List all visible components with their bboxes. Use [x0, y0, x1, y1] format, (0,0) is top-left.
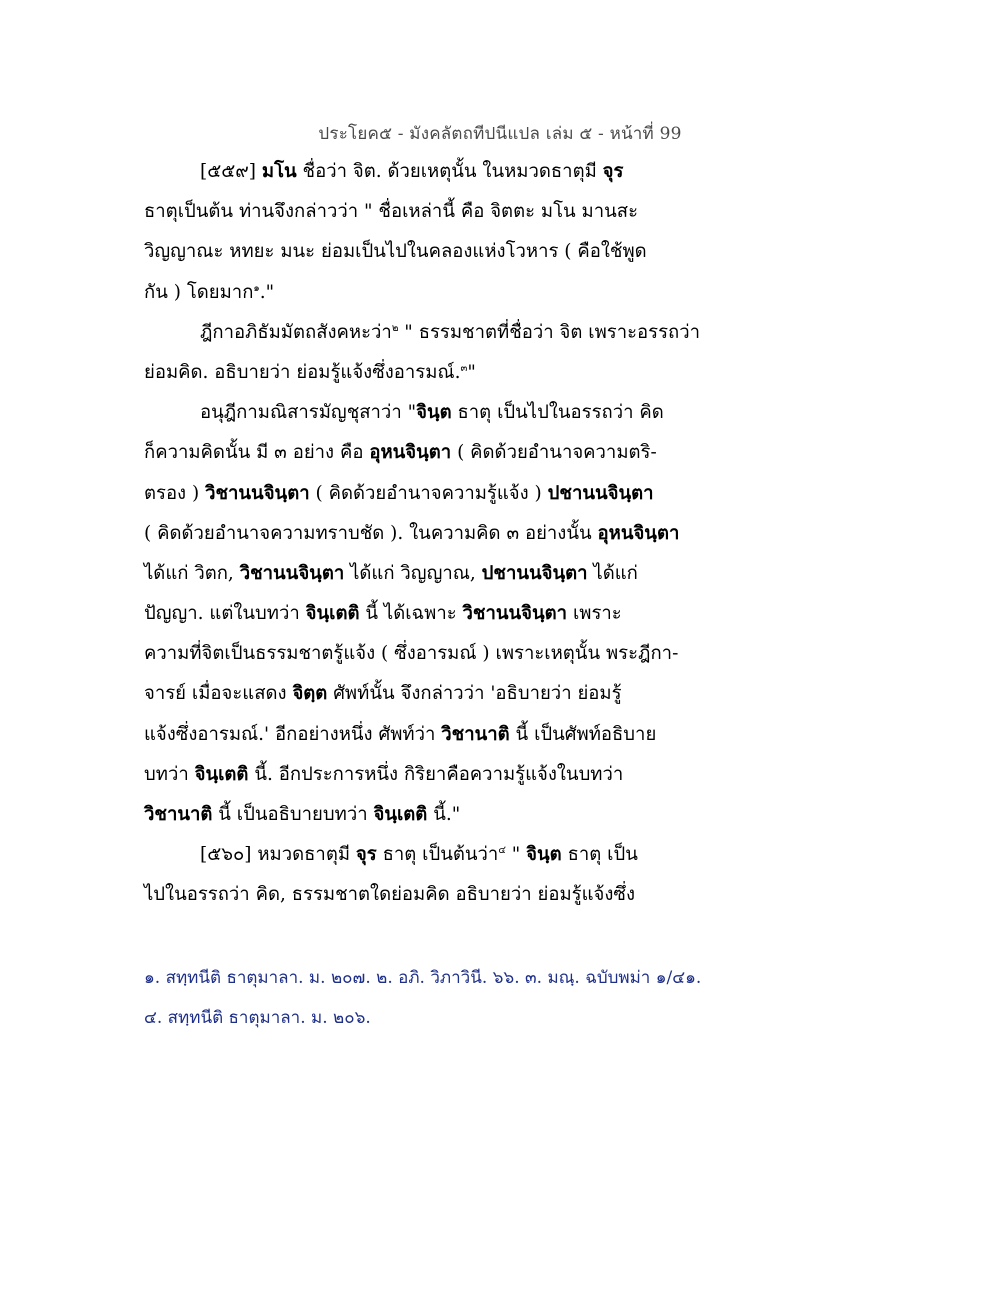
text-run: ย่อมคิด. อธิบายว่า ย่อมรู้แจ้งซึ่งอารมณ์. [144, 361, 461, 383]
text-run: บทว่า [144, 763, 195, 785]
bold-term: วิชานนจินฺตา [205, 482, 310, 504]
text-line-16 [144, 755, 704, 795]
text-run: ศัพท์นั้น จึงกล่าวว่า 'อธิบายว่า ย่อมรู้ [327, 683, 622, 705]
text-run: ( คิดด้วยอำนาจความทราบชัด ). ในความคิด ๓ อย่างนั้น [144, 522, 598, 544]
bold-term: จินฺต [416, 402, 452, 424]
bold-term: อุหนจินฺตา [369, 442, 452, 464]
bold-term: จินฺเตติ [305, 603, 360, 625]
text-line-18 [144, 835, 704, 875]
text-run: ฎีกาอภิธัมมัตถสังคหะว่า [200, 321, 392, 343]
text-run: [๕๕๙] [200, 161, 262, 182]
text-run: ได้แก่ วิตก, [144, 562, 240, 584]
text-run: ธาตุ เป็นไปในอรรถว่า คิด [451, 402, 664, 424]
text-run: ตรอง ) [144, 482, 206, 504]
bold-term: วิชานาติ [441, 723, 510, 745]
page-header: ประโยค๕ - มังคลัตถทีปนีแปล เล่ม ๕ - หน้าที่ 99 [318, 124, 682, 144]
text-line-9 [144, 474, 704, 514]
text-line-6 [144, 353, 704, 393]
bold-term: จุร [355, 844, 377, 866]
main-text [144, 152, 704, 916]
text-run: ความที่จิตเป็นธรรมชาตรู้แจ้ง ( ซึ่งอารมณ์ ) เพราะเหตุนั้น พระฎีกา- [144, 643, 679, 665]
text-run: ( คิดด้วยอำนาจความรู้แจ้ง ) [309, 482, 548, 504]
bold-term: จินฺเตติ [373, 804, 428, 825]
text-line-15 [144, 715, 704, 755]
text-run: ." [259, 281, 275, 303]
text-run: ได้แก่ [587, 562, 638, 584]
text-run: ธาตุ เป็น [561, 844, 638, 866]
text-line-12 [144, 594, 704, 634]
bold-term: จินฺเตติ [194, 763, 249, 785]
footnote-line-1: ๑. สทฺทนีติ ธาตุมาลา. ม. ๒๐๗. ๒. อภิ. วิภาวินี. ๖๖. ๓. มณฺ. ฉบับพม่า ๑/๔๑. [144, 968, 702, 988]
text-run: ( คิดด้วยอำนาจความตริ- [451, 442, 657, 464]
footnote-marker: ๑ [253, 282, 260, 294]
text-line-2 [144, 192, 704, 232]
text-line-17 [144, 795, 704, 835]
text-line-8 [144, 433, 704, 473]
text-run: ธาตุ เป็นต้นว่า [376, 844, 499, 866]
text-line-19 [144, 875, 704, 915]
text-run: เพราะ [567, 603, 622, 625]
text-run: นี้. อีกประการหนึ่ง กิริยาคือความรู้แจ้งในบทว่า [248, 763, 624, 785]
text-run: นี้ เป็นอธิบายบทว่า [212, 804, 374, 825]
text-line-4 [144, 273, 704, 313]
bold-term: ปชานนจินฺตา [481, 562, 588, 584]
text-line-1 [144, 152, 704, 192]
bold-term: วิชานนจินฺตา [239, 562, 345, 584]
text-run: [๕๖๐] หมวดธาตุมี [200, 844, 356, 866]
bold-term: วิชานนจินฺตา [462, 603, 568, 625]
footnote-marker: ๔ [498, 845, 506, 857]
text-run: แจ้งซึ่งอารมณ์.' อีกอย่างหนึ่ง ศัพท์ว่า [144, 723, 442, 745]
bold-term: ปชานนจินฺตา [547, 482, 654, 504]
bold-term: จิตฺต [292, 683, 328, 705]
text-run: ปัญญา. แต่ในบทว่า [144, 603, 306, 625]
text-run: ธาตุเป็นต้น ท่านจึงกล่าวว่า " ชื่อเหล่านี้ คือ จิตตะ มโน มานสะ [144, 201, 639, 223]
text-line-10 [144, 514, 704, 554]
text-run: " [505, 844, 527, 866]
text-line-13 [144, 634, 704, 674]
text-run: ก็ความคิดนั้น มี ๓ อย่าง คือ [144, 442, 370, 464]
text-run: " ธรรมชาตที่ชื่อว่า จิต เพราะอรรถว่า [398, 321, 701, 343]
text-run: " [467, 361, 476, 383]
text-run: นี้." [427, 804, 461, 825]
text-run: อนุฎีกามณิสารมัญชุสาว่า " [200, 402, 417, 424]
text-run: ได้แก่ วิญญาณ, [344, 562, 482, 584]
text-run: วิญญาณะ หทยะ มนะ ย่อมเป็นไปในคลองแห่งโวหาร ( คือใช้พูด [144, 241, 647, 263]
text-run: นี้ เป็นศัพท์อธิบาย [509, 723, 657, 745]
bold-term: จุร [602, 161, 624, 182]
text-line-3 [144, 232, 704, 272]
text-run: กัน ) โดยมาก [144, 281, 254, 303]
footnote-marker: ๒ [391, 322, 399, 334]
footnote-line-2: ๔. สทฺทนีติ ธาตุมาลา. ม. ๒๐๖. [144, 1008, 371, 1028]
text-line-11 [144, 554, 704, 594]
bold-term: อุหนจินฺตา [597, 522, 680, 544]
bold-term: จินฺต [526, 844, 562, 866]
text-line-5 [144, 313, 704, 353]
text-run: จารย์ เมื่อจะแสดง [144, 683, 293, 705]
footnotes [144, 958, 844, 1038]
bold-term: มโน [261, 161, 297, 182]
text-run: ชื่อว่า จิต. ด้วยเหตุนั้น ในหมวดธาตุมี [296, 161, 603, 182]
footnote-marker: ๓ [460, 362, 468, 374]
text-run: ไปในอรรถว่า คิด, ธรรมชาตใดย่อมคิด อธิบายว่า ย่อมรู้แจ้งซึ่ง [144, 884, 635, 906]
bold-term: วิชานาติ [144, 804, 213, 825]
text-run: นี้ ได้เฉพาะ [359, 603, 463, 625]
text-line-14 [144, 674, 704, 714]
text-line-7 [144, 393, 704, 433]
